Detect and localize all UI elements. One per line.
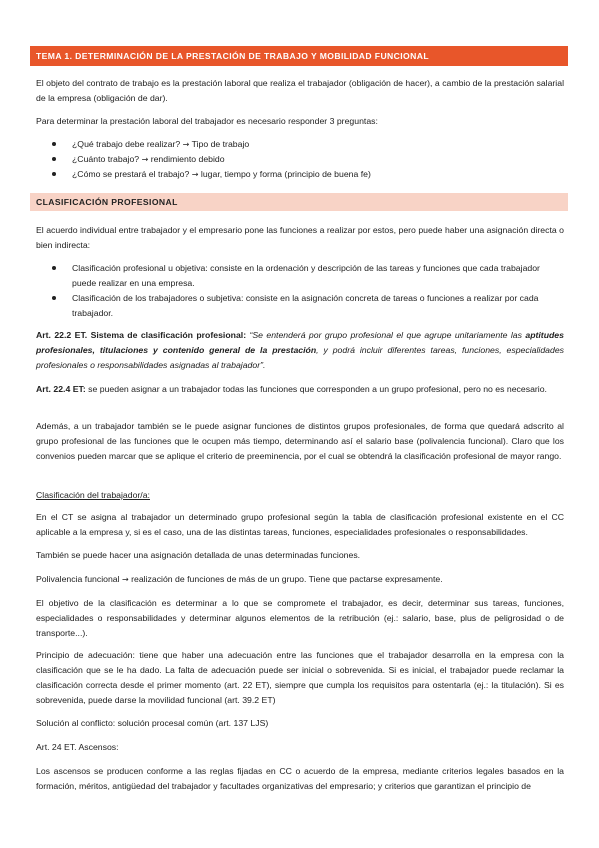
ascensos-paragraph: Los ascensos se producen conforme a las reglas fijadas en CC o acuerdo de la empresa, mediante criterios legales basados en la formación, méritos, antigüedad del trabajador y facultades organizativas del empresario; y criterios que garantizan el principio de — [36, 766, 564, 791]
chapter-title-band — [30, 46, 568, 66]
arrow-right-icon: → — [141, 155, 149, 164]
bullet-icon — [52, 172, 56, 176]
polivalencia-paragraph: Además, a un trabajador también se le puede asignar funciones de distintos grupos profesionales, de forma que quedará adscrito al grupo profesional de las funciones que le ocupen más tiempo, determinando así el salario base (polivalencia funcional). Claro que los convenios pueden marcar que se aplique el criterio de preeminencia, por el cual se obtendrá la clasificación profesional de mayor rango. — [36, 421, 564, 461]
bullet-icon — [52, 266, 56, 270]
list-item: Clasificación profesional u objetiva: consiste en la ordenación y descripción de las tareas y funciones que cada trabajador puede realizar en una empresa. — [36, 261, 564, 291]
adecuacion-paragraph: Principio de adecuación: tiene que haber una adecuación entre las funciones que el trabajador desarrolla en la empresa con la clasificación que se le ha dado. La falta de adecuación puede ser inicial o sobrevenida. Si es inicial, el trabajador puede reclamar la clasificación correcta desde el primer momento (art. 22 ET), siempre que cumpla los requisitos para ostentarla (ej.: la titulación). Si es sobrevenida, puede darse la movilidad funcional (art. 39.2 ET) — [36, 650, 564, 705]
asignacion-paragraph: También se puede hacer una asignación detallada de unas determinadas funciones. — [36, 550, 361, 560]
section-title-band — [30, 193, 568, 211]
section-title: CLASIFICACIÓN PROFESIONAL — [36, 197, 178, 207]
chapter-title: TEMA 1. DETERMINACIÓN DE LA PRESTACIÓN DE TRABAJO Y MOBILIDAD FUNCIONAL — [36, 51, 430, 61]
arrow-right-icon: → — [121, 575, 129, 584]
polivalencia-funcional-line: Polivalencia funcional → realización de funciones de más de un grupo. Tiene que pactarse expresamente. — [36, 574, 443, 584]
classification-types-list — [36, 261, 564, 321]
questions-list — [36, 137, 564, 182]
questions-intro: Para determinar la prestación laboral del trabajador es necesario responder 3 preguntas: — [36, 116, 378, 126]
section-paragraph: El acuerdo individual entre trabajador y el empresario pone las funciones a realizar por estos, pero puede haber una asignación directa o bien indirecta: — [36, 225, 564, 250]
list-item: ¿Cómo se prestará el trabajo? → lugar, tiempo y forma (principio de buena fe) — [36, 167, 564, 182]
bullet-icon — [52, 296, 56, 300]
intro-paragraph: El objeto del contrato de trabajo es la prestación laboral que realiza el trabajador (obligación de hacer), a cambio de la prestación salarial de la empresa (obligación de dar). — [36, 78, 564, 103]
bullet-icon — [52, 157, 56, 161]
ct-paragraph: En el CT se asigna al trabajador un determinado grupo profesional según la tabla de clasificación profesional existente en el CC aplicable a la empresa y, si es el caso, una de las distintas tareas, funciones, especialidades profesionales o responsabilidades. — [36, 512, 564, 537]
art-22-2-paragraph: Art. 22.2 ET. Sistema de clasificación profesional: “Se entenderá por grupo profesional el que agrupe unitariamente las aptitudes profesionales, titulaciones y contenido general de la prestación, y podrá incluir diferentes tareas, funciones, especialidades profesionales o responsabilidades asignadas al trabajador”. — [36, 330, 564, 370]
list-item: ¿Cuánto trabajo? → rendimiento debido — [36, 152, 564, 167]
bullet-icon — [52, 142, 56, 146]
list-item: Clasificación de los trabajadores o subjetiva: consiste en la asignación concreta de tareas o funciones a realizar por cada trabajador. — [36, 291, 564, 321]
objetivo-paragraph: El objetivo de la clasificación es determinar a lo que se compromete el trabajador, es decir, determinar sus tareas, funciones, especialidades o responsabilidades y determinar algunos elementos de la retribución (ej.: salario, base, plus de peligrosidad o de transporte...). — [36, 598, 564, 638]
art-24-heading: Art. 24 ET. Ascensos: — [36, 742, 119, 752]
arrow-right-icon: → — [182, 140, 190, 149]
list-item: ¿Qué trabajo debe realizar? → Tipo de trabajo — [36, 137, 564, 152]
solucion-paragraph: Solución al conflicto: solución procesal común (art. 137 LJS) — [36, 718, 269, 728]
art-22-4-paragraph: Art. 22.4 ET: se pueden asignar a un trabajador todas las funciones que corresponden a un grupo profesional, pero no es necesario. — [36, 384, 547, 394]
arrow-right-icon: → — [191, 170, 199, 179]
subsection-heading: Clasificación del trabajador/a: — [36, 490, 150, 500]
